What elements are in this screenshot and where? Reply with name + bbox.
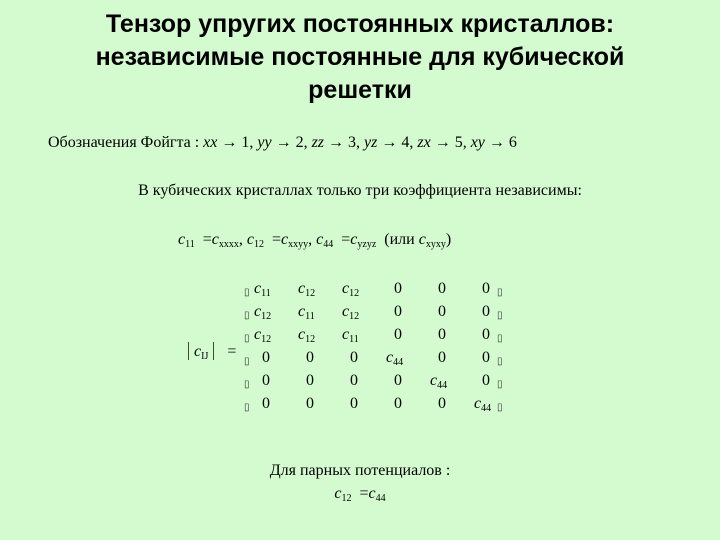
voigt-pair: zx → 5, [417,134,467,151]
matrix-cell: 0 [482,349,490,366]
matrix-cell: 0 [438,395,446,412]
independent-constants: $c_{11} =c_{xxxx}$, $c_{12} =c_{xxyy}$, $c_{44} =c_{yzyz}$ (или $c_{xyxy}$) [178,231,452,250]
c44-voigt-sub: yzyz [357,239,377,250]
matrix-cell: 0 [482,372,490,389]
c12-sub: 12 [254,239,264,250]
matrix-cell: $c_{44}$ [386,349,404,368]
matrix-cell: 0 [438,280,446,297]
alt-sub: xyxy [425,239,446,250]
matrix-cell: $c_{12}$ [254,303,272,322]
title-line-3: решетки [308,76,412,104]
matrix-lhs: $c_{IJ}$ = [183,342,236,361]
voigt-pair: yz → 4, [364,134,414,151]
voigt-pair: yy → 2, [257,134,308,151]
title-line-2: независимые постоянные для кубической [95,43,625,71]
pair-potentials-equation: $c_{12} =c_{44}$ [334,485,386,504]
voigt-pair: xy → 6 [470,134,517,151]
matrix-cell: $c_{12}$ [342,280,360,299]
matrix-cell: 0 [350,372,358,389]
matrix-cell: 0 [394,372,402,389]
pair-left-sub: 12 [341,493,352,504]
matrix-cell: $c_{44}$ [474,395,492,414]
or-text: (или [384,231,415,248]
matrix-cell: 0 [394,280,402,297]
voigt-pair: xx → 1, [203,134,254,151]
matrix-cell: 0 [482,280,490,297]
c11-sub: 11 [185,239,195,250]
voigt-pair: zz → 3, [311,134,361,151]
matrix-cell: $c_{12}$ [342,303,360,322]
matrix-right-bracket: ▯ ▯ ▯ ▯ ▯ ▯ [497,287,503,413]
matrix-cell: $c_{12}$ [298,326,316,345]
matrix-cell: 0 [482,303,490,320]
matrix-cell: 0 [394,303,402,320]
matrix-cell: 0 [438,349,446,366]
matrix-cell: 0 [262,372,270,389]
matrix-cell: 0 [306,372,314,389]
title-line-1: Тензор упругих постоянных кристаллов: [105,10,615,38]
matrix-cell: 0 [482,326,490,343]
c44-sub: 44 [323,239,334,250]
matrix-cell: $c_{11}$ [298,303,315,322]
matrix-cell: 0 [438,326,446,343]
voigt-notation [48,134,517,152]
matrix-cell: $c_{12}$ [254,326,272,345]
matrix-cell: 0 [262,395,270,412]
matrix-left-bracket: ▯ ▯ ▯ ▯ ▯ ▯ [244,287,250,413]
matrix-cell: 0 [350,349,358,366]
matrix-cell: $c_{44}$ [430,372,448,391]
matrix-cell: $c_{11}$ [254,280,271,299]
matrix-cell: 0 [350,395,358,412]
matrix-cell: 0 [306,395,314,412]
matrix-cell: 0 [438,303,446,320]
pair-right-sub: 44 [375,493,386,504]
voigt-label: Обозначения Фойгта : [48,134,200,151]
slide-title [60,8,660,107]
matrix-cell: 0 [262,349,270,366]
cubic-statement: В кубических кристаллах только три коэффициента независимы: [138,182,582,199]
c12-voigt-sub: xxyy [288,239,309,250]
matrix-cell: 0 [394,326,402,343]
c11-voigt-sub: xxxx [218,239,239,250]
matrix-cell: $c_{11}$ [342,326,359,345]
cij-sub: IJ [201,351,209,362]
matrix-cell: 0 [306,349,314,366]
matrix-cell: $c_{12}$ [298,280,316,299]
voigt-pairs [203,134,517,151]
matrix-cell: 0 [394,395,402,412]
close-paren: ) [445,231,452,248]
pair-potentials-title: Для парных потенциалов : [269,462,451,479]
